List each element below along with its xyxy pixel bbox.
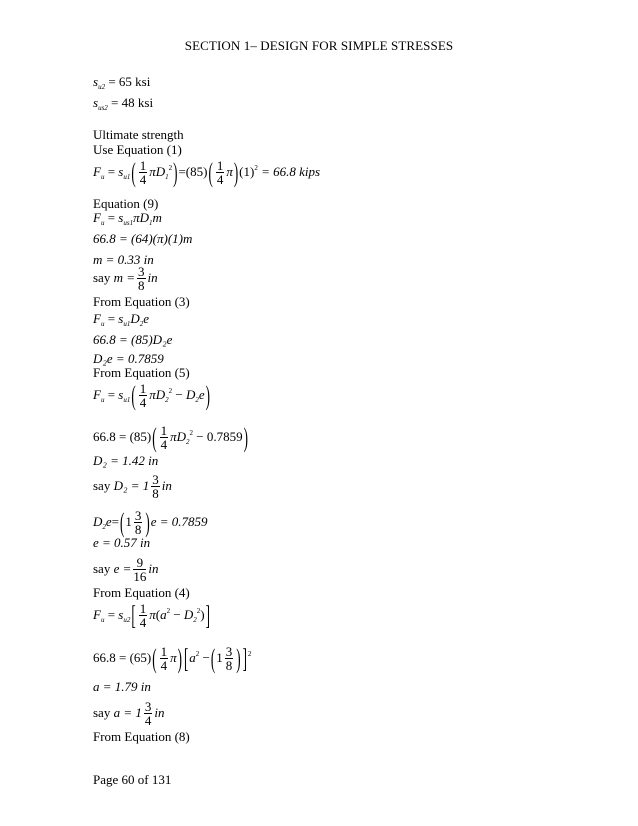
equation-9-label: Equation (9) xyxy=(93,196,159,211)
d2-value: D₂ = 1.42 in xyxy=(93,453,159,468)
from-equation-3-label: From Equation (3) xyxy=(93,294,190,309)
page-number: Page 60 of 131 xyxy=(93,772,172,787)
equation-3-value: D₂e = 0.7859 xyxy=(93,351,164,366)
d2e-calc: $D_2e=(1$ $\frac{3}{8}$ )e = 0.7859 xyxy=(93,506,208,538)
equation-sus2: $s_{us2} = 48$ ksi xyxy=(93,95,154,112)
from-equation-5-label: From Equation (5) xyxy=(93,365,190,380)
equation-5-calc: 66.8 = (85)( $\frac{1}{4}$ $\pi D_2^2 - 0.7859$) xyxy=(93,421,248,453)
equation-9-calc: 66.8 = (64)(π)(1)m xyxy=(93,231,193,246)
a-value: a = 1.79 in xyxy=(93,679,151,694)
from-equation-8-label: From Equation (8) xyxy=(93,729,190,744)
use-equation-1-label: Use Equation (1) xyxy=(93,142,182,157)
equation-5-fu: $F_u = s_{u1}$( $\frac{1}{4}$ $\pi D_2^2 - D_2e$) xyxy=(93,379,210,411)
ultimate-strength-label: Ultimate strength xyxy=(93,127,184,142)
equation-4-calc: 66.8 = (65)( $\frac{1}{4}$ π) [$a^2 -(1$ $\frac{3}{8}$ ) ]$^2$ xyxy=(93,642,252,674)
a-say: say a = 1 $\frac{3}{4}$ in xyxy=(93,699,165,728)
equation-9-fu: $F_u = s_{us1}\pi D_1m$ xyxy=(93,210,162,227)
equation-3-fu: $F_u = s_{u1}D_2e$ xyxy=(93,311,150,328)
equation-4-fu: $F_u = s_{u2}$[ $\frac{1}{4}$ $\pi(a^2 - D_2^2)$] xyxy=(93,599,210,631)
equation-su2: $s_{u2} = 65$ ksi xyxy=(93,74,151,91)
page-header: SECTION 1– DESIGN FOR SIMPLE STRESSES xyxy=(184,38,454,53)
d2-say: say D₂ = 1 $\frac{3}{8}$ in xyxy=(93,472,172,501)
e-say: say e = $\frac{9}{16}$ in xyxy=(93,555,159,584)
equation-1-fu: $F_u = s_{u1}$( $\frac{1}{4}$ $\pi D_1^2)=(85)$( $\frac{1}{4}$ $\pi)(1)^2 = 66.8$ kips xyxy=(93,156,321,188)
e-value: e = 0.57 in xyxy=(93,535,151,550)
m-say: say m = $\frac{3}{8}$ in xyxy=(93,264,158,293)
from-equation-4-label: From Equation (4) xyxy=(93,585,190,600)
m-value: m = 0.33 in xyxy=(93,252,154,267)
equation-3-calc: 66.8 = (85)D₂e xyxy=(93,332,173,347)
